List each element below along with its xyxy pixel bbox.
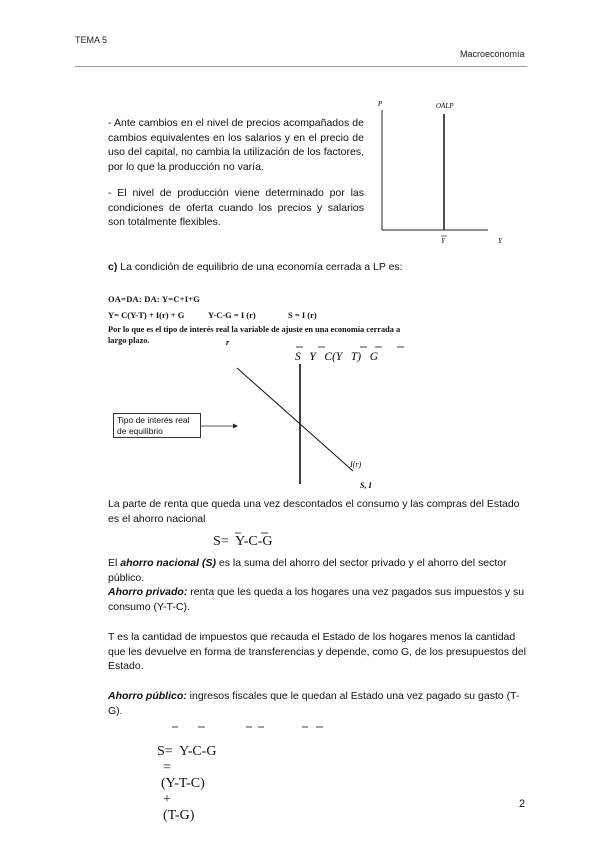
section-c-marker: c) bbox=[108, 261, 118, 273]
national-saving-term: ahorro nacional (S) bbox=[120, 557, 216, 569]
paragraph-national-saving bbox=[108, 556, 528, 585]
public-saving-term: Ahorro público: bbox=[108, 690, 187, 702]
national-saving-rest: es la suma del ahorro del sector privado y el ahorro del sector público. bbox=[108, 557, 507, 584]
oalp-y-label: P bbox=[378, 100, 383, 108]
formula1-bars bbox=[228, 530, 278, 536]
paragraph-production-level: - El nivel de producción viene determinado por las condiciones de oferta cuando los precios y salarios son totalmente flexibles. bbox=[108, 187, 364, 228]
eq-line-2b: Y-C-G = I (r) bbox=[208, 310, 256, 320]
savings-investment-graph bbox=[220, 336, 420, 496]
paragraph-price-changes: - Ante cambios en el nivel de precios acompañados de cambios equivalentes en los salarios y en el precio de uso del capital, no cambia la utilización de los factores, por lo que la producción no varía. bbox=[108, 117, 364, 173]
section-c-heading bbox=[108, 260, 528, 275]
formula-national-saving: S= Y-C-G bbox=[213, 534, 273, 549]
oalp-curve-label: OALP bbox=[436, 102, 454, 110]
callout-arrow bbox=[201, 420, 241, 432]
si-curve-label: I(r) bbox=[350, 460, 362, 469]
si-formula: S Y C(Y T) G bbox=[295, 351, 379, 363]
si-y-label: r bbox=[226, 338, 230, 347]
national-saving-prefix: El bbox=[108, 557, 121, 569]
equilibrium-rate-callout: Tipo de interés real de equilibrio bbox=[113, 413, 201, 438]
formula2-equals: = bbox=[163, 760, 171, 775]
paragraph-private-saving bbox=[108, 585, 528, 614]
paragraph-taxes: T es la cantidad de impuestos que recauda el Estado de los hogares menos la cantidad que les devuelve en forma de transferencias y depende, como G, de los presupuestos del Estado. bbox=[108, 631, 526, 672]
eq-line-1: OA=DA: DA: Y=C+I+G bbox=[108, 294, 201, 304]
oalp-graph bbox=[370, 92, 510, 252]
private-saving-rest: renta que les queda a los hogares una vez pagados sus impuestos y su consumo (Y-T-C). bbox=[108, 586, 525, 613]
si-x-label: S, I bbox=[360, 481, 372, 490]
si-investment-curve bbox=[237, 368, 353, 471]
oalp-tick-label: Y bbox=[441, 237, 445, 245]
private-saving-term: Ahorro privado: bbox=[108, 586, 188, 598]
eq-line-2c: S = I (r) bbox=[288, 310, 317, 320]
paragraph-public-saving bbox=[108, 689, 528, 718]
paragraph-national-saving-intro: La parte de renta que queda una vez descontados el consumo y las compras del Estado es el ahorro nacional bbox=[108, 498, 520, 525]
formula2-private: (Y-T-C) bbox=[161, 776, 205, 791]
eq-line-2a: Y= C(Y-T) + I(r) + G bbox=[108, 310, 185, 320]
page-number: 2 bbox=[519, 798, 526, 810]
public-saving-rest: ingresos fiscales que le quedan al Estado una vez pagado su gasto (T-G). bbox=[108, 690, 520, 717]
formula2-public: (T-G) bbox=[163, 808, 195, 823]
header-subject: Macroeconomía bbox=[460, 49, 525, 59]
formula2-lhs: S= Y-C-G bbox=[157, 744, 217, 759]
formula-saving-decomposition bbox=[150, 728, 217, 824]
oalp-x-label: Y bbox=[498, 237, 502, 245]
header-divider bbox=[75, 66, 527, 67]
section-c-text: La condición de equilibrio de una economía cerrada a LP es: bbox=[117, 261, 403, 273]
header-chapter: TEMA 5 bbox=[75, 35, 108, 45]
eq-line-3: Por lo que es el tipo de interés real la variable de ajuste en una economía cerrada a largo plazo. bbox=[108, 325, 401, 345]
formula2-plus: + bbox=[163, 792, 171, 807]
formula2-bars bbox=[150, 724, 330, 730]
